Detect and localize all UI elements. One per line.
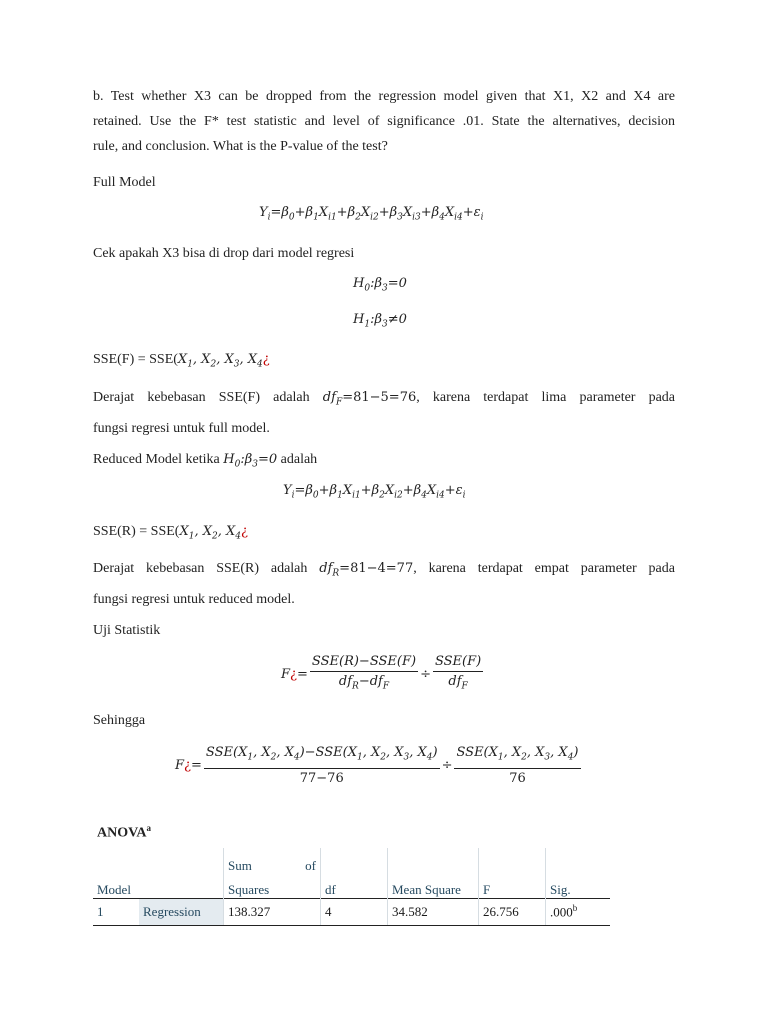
null-hypothesis: $H_0:\beta_3=0$	[353, 276, 407, 294]
f-statistic-formula: F¿= $\frac{\text{SSE(R)−SSE(F)}}{df_R-df_F}$ ÷ $\frac{\text{SSE(F)}}{df_F}$	[281, 654, 482, 692]
derajat-reduced-line-1: Derajat kebebasan SSE(R) adalah $df_R=81-4=77$, karena terdapat empat parameter pada	[93, 561, 675, 579]
alternative-hypothesis: $H_1:\beta_3\ne 0$	[353, 312, 407, 330]
row-mean-square: 34.582	[388, 899, 479, 926]
table-row	[93, 899, 610, 926]
question-line-2: retained. Use the F* test statistic and level of significance .01. State the alternatives, decision	[93, 114, 675, 129]
sse-reduced-line: $SSE(R) = SSE(X_1$, $X_2$, $X_4¿$	[93, 524, 248, 542]
f-statistic-substituted: F¿= $\frac{SSE(X_1, X_2, X_4)-SSE(X_1, X_2, X_3, X_4)}{77-76}$ ÷ $\frac{SSE(X_1, X_2, X_3, X_4)}{76}$	[175, 745, 579, 786]
anova-header-row	[93, 848, 610, 899]
derajat-full-paragraph	[93, 385, 675, 441]
full-model-equation: $Y_i=\beta_0+\beta_1X_{i1}+\beta_2X_{i2}+\beta_3X_{i3}+\beta_4X_{i4}+\varepsilon_i$	[259, 205, 484, 223]
row-model-number: 1	[93, 899, 139, 926]
sse-full-prefix: SSE(F) = SSE(	[93, 352, 178, 367]
reduced-label-line: Reduced Model ketika $H_0:\beta_3=0$ adalah	[93, 452, 318, 470]
row-label: Regression	[139, 899, 224, 926]
question-paragraph	[93, 84, 675, 159]
uji-statistik-label: Uji Statistik	[93, 623, 161, 638]
row-sig: .000$^b$	[546, 899, 611, 926]
anova-table	[93, 848, 610, 926]
header-sig: Sig.	[546, 848, 611, 899]
full-model-label: Full Model	[93, 175, 156, 190]
header-f: F	[479, 848, 546, 899]
row-f: 26.756	[479, 899, 546, 926]
row-sum-of-squares: 138.327	[224, 899, 321, 926]
header-df: df	[321, 848, 388, 899]
question-line-3: rule, and conclusion. What is the P-value of the test?	[93, 139, 388, 154]
header-mean-square: Mean Square	[388, 848, 479, 899]
row-df: 4	[321, 899, 388, 926]
question-line-1: b. Test whether X3 can be dropped from the regression model given that X1, X2 and X4 are	[93, 89, 675, 104]
header-model: Model	[97, 882, 131, 897]
sse-full-line: $SSE(F) = SSE(X_1$, $X_2$, $X_3$, $X_4¿$	[93, 352, 270, 370]
reduced-model-equation: $Y_i=\beta_0+\beta_1X_{i1}+\beta_2X_{i2}+\beta_4X_{i4}+\varepsilon_i$	[283, 483, 466, 501]
sse-reduced-prefix: SSE(R) = SSE(	[93, 524, 180, 539]
derajat-full-line-2: fungsi regresi untuk full model.	[93, 420, 270, 436]
derajat-reduced-line-2: fungsi regresi untuk reduced model.	[93, 591, 295, 607]
cek-label: Cek apakah X3 bisa di drop dari model regresi	[93, 246, 355, 261]
header-sum-of-squares: Sum of Squares	[224, 848, 321, 899]
anova-title: ANOVA$^a$	[97, 823, 152, 841]
derajat-full-line-1: Derajat kebebasan SSE(F) adalah $df_F=81-5=76$, karena terdapat lima parameter pada	[93, 390, 676, 408]
sehingga-label: Sehingga	[93, 713, 146, 728]
derajat-reduced-paragraph	[93, 556, 675, 612]
